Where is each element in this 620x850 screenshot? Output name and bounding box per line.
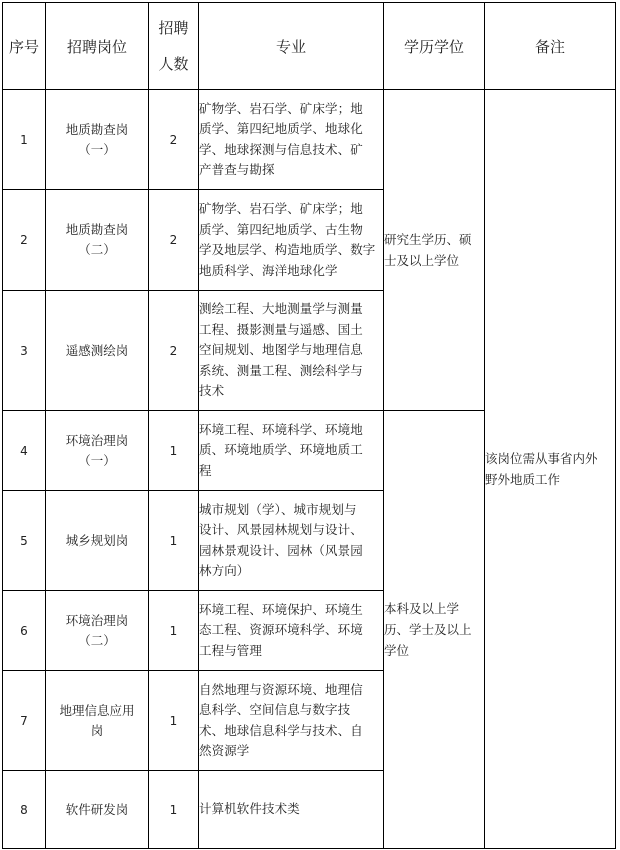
position-text: 环境治理岗 （一） (65, 432, 129, 468)
header-count (149, 3, 199, 90)
cell-major (199, 411, 384, 491)
major-text: 环境工程、环境保护、环境生 态工程、资源环境科学、环境 工程与管理 (199, 601, 363, 658)
cell-position (46, 291, 149, 411)
recruitment-table (2, 2, 616, 849)
cell-major (199, 291, 384, 411)
position-text: 地质勘查岗 （二） (65, 222, 129, 257)
cell-seq: 2 (3, 190, 46, 291)
cell-major (199, 591, 384, 671)
header-major: 专业 (199, 3, 384, 90)
major-text: 测绘工程、大地测量学与测量 工程、摄影测量与遥感、国土 空间规划、地图学与地理信息 系统、测量工程、测绘科学与 技术 (199, 301, 363, 399)
cell-seq: 4 (3, 411, 46, 491)
table-row (3, 90, 616, 190)
position-text: 遥感测绘岗 (65, 342, 129, 358)
cell-count: 2 (149, 291, 199, 411)
major-text: 自然地理与资源环境、地理信 息科学、空间信息与数字技 术、地球信息科学与技术、自 然资源学 (199, 681, 363, 758)
position-text: 地理信息应用 岗 (59, 702, 135, 738)
education-text: 本科及以上学 历、学士及以上 学位 (384, 601, 472, 658)
cell-count: 1 (149, 491, 199, 591)
header-remark: 备注 (485, 3, 616, 90)
cell-count: 1 (149, 771, 199, 849)
cell-major (199, 90, 384, 190)
cell-position (46, 591, 149, 671)
cell-major (199, 671, 384, 771)
cell-education-graduate (384, 90, 485, 411)
cell-remark (485, 90, 616, 849)
cell-seq: 6 (3, 591, 46, 671)
cell-position (46, 771, 149, 849)
cell-seq: 5 (3, 491, 46, 591)
header-count-line2: 人数 (158, 55, 189, 73)
cell-position (46, 90, 149, 190)
cell-count: 1 (149, 411, 199, 491)
cell-position (46, 190, 149, 291)
header-education: 学历学位 (384, 3, 485, 90)
cell-education-undergraduate (384, 411, 485, 849)
position-text: 城乡规划岗 (65, 532, 129, 548)
position-text: 地质勘查岗 （一） (65, 121, 129, 157)
cell-count: 1 (149, 591, 199, 671)
cell-major (199, 771, 384, 849)
cell-seq: 3 (3, 291, 46, 411)
header-row (3, 3, 616, 90)
major-text: 矿物学、岩石学、矿床学；地 质学、第四纪地质学、古生物 学及地层学、构造地质学、数字 地质科学、海洋地球化学 (199, 201, 376, 278)
cell-seq: 7 (3, 671, 46, 771)
cell-position (46, 671, 149, 771)
cell-major (199, 190, 384, 291)
cell-count: 2 (149, 90, 199, 190)
header-count-line1: 招聘 (158, 19, 189, 37)
major-text: 城市规划（学）、城市规划与 设计、风景园林规划与设计、 园林景观设计、园林（风景园 林方向） (199, 501, 363, 578)
major-text: 环境工程、环境科学、环境地 质、环境地质学、环境地质工 程 (199, 421, 363, 478)
education-text: 研究生学历、硕 士及以上学位 (384, 232, 472, 268)
cell-seq: 1 (3, 90, 46, 190)
cell-seq: 8 (3, 771, 46, 849)
major-text: 矿物学、岩石学、矿床学；地 质学、第四纪地质学、地球化 学、地球探测与信息技术、矿 产普查与勘探 (199, 100, 363, 177)
cell-count: 1 (149, 671, 199, 771)
position-text: 软件研发岗 (65, 801, 129, 817)
cell-count: 2 (149, 190, 199, 291)
header-position: 招聘岗位 (46, 3, 149, 90)
cell-position (46, 491, 149, 591)
remark-text: 该岗位需从事省内外 野外地质工作 (485, 451, 598, 487)
header-seq: 序号 (3, 3, 46, 90)
cell-major (199, 491, 384, 591)
major-text: 计算机软件技术类 (199, 801, 300, 817)
position-text: 环境治理岗 （二） (65, 612, 129, 648)
cell-position (46, 411, 149, 491)
